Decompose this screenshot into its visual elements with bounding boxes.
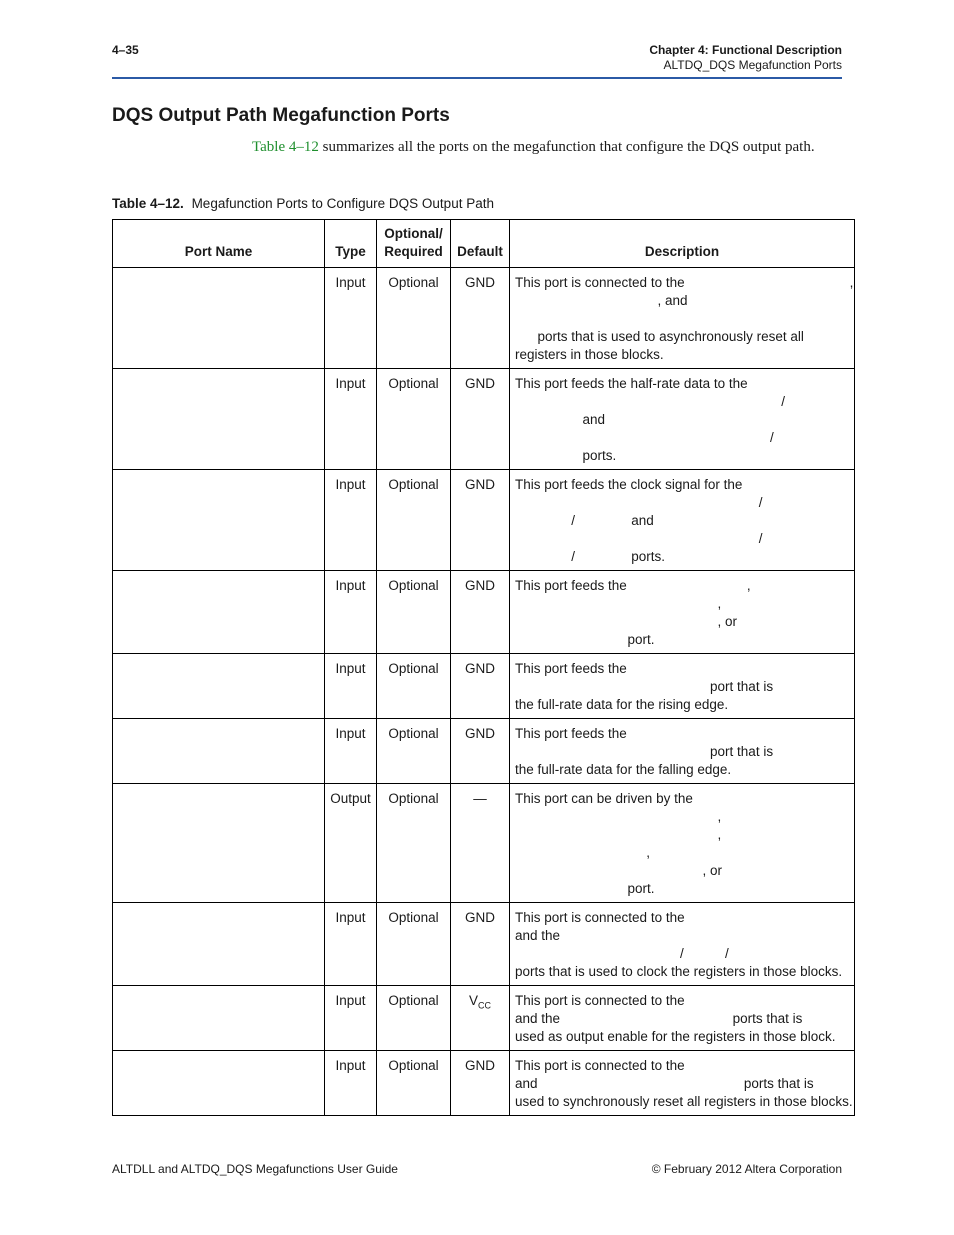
description-line: This port is connected to the: [515, 993, 685, 1008]
col-default-header: Default: [451, 220, 510, 268]
port-name-cell: [113, 369, 325, 470]
required-cell: Optional: [377, 268, 451, 369]
description-line: and ports that is: [515, 1076, 814, 1091]
section-heading: DQS Output Path Megafunction Ports: [112, 105, 450, 126]
description-line: the full-rate data for the rising edge.: [515, 697, 729, 712]
description-line: ,: [515, 827, 722, 842]
description-line: used to synchronously reset all registers in those blocks.: [515, 1094, 853, 1109]
footer-copyright: © February 2012 Altera Corporation: [651, 1162, 842, 1176]
description-line: , and: [515, 293, 688, 308]
description-line: /: [515, 531, 763, 546]
description-cell: [510, 369, 855, 470]
description-cell: [510, 784, 855, 903]
description-line: This port feeds the: [515, 726, 627, 741]
table-caption-text: Megafunction Ports to Configure DQS Output Path: [191, 196, 494, 211]
description-line: /: [515, 495, 763, 510]
table-header-row: [113, 220, 855, 268]
description-cell: [510, 719, 855, 784]
required-cell: Optional: [377, 784, 451, 903]
description-line: , or: [515, 863, 723, 878]
table-row: [113, 369, 855, 470]
type-cell: Input: [325, 1051, 377, 1116]
col-optional-required-header: Optional/ Required: [377, 220, 451, 268]
port-name-cell: [113, 470, 325, 571]
col-description-header: Description: [510, 220, 855, 268]
default-cell: GND: [451, 654, 510, 719]
port-name-cell: [113, 784, 325, 903]
type-cell: Input: [325, 903, 377, 986]
description-cell: [510, 470, 855, 571]
table-row: [113, 571, 855, 654]
required-cell: Optional: [377, 369, 451, 470]
table-body: [113, 268, 855, 1116]
col-port-name-header: Port Name: [113, 220, 325, 268]
default-cell: GND: [451, 369, 510, 470]
description-line: / ports.: [515, 549, 666, 564]
table-row: [113, 986, 855, 1051]
description-line: / and: [515, 513, 654, 528]
description-cell: [510, 268, 855, 369]
table-row: [113, 654, 855, 719]
description-line: / /: [515, 946, 729, 961]
required-cell: Optional: [377, 470, 451, 571]
table-row: [113, 268, 855, 369]
table-row: [113, 470, 855, 571]
description-line: port.: [515, 632, 655, 647]
description-line: This port feeds the half-rate data to the: [515, 376, 748, 391]
description-line: and the: [515, 928, 561, 943]
port-name-cell: [113, 268, 325, 369]
description-line: This port is connected to the: [515, 910, 685, 925]
ports-table: [112, 219, 855, 1116]
type-cell: Input: [325, 719, 377, 784]
port-name-cell: [113, 986, 325, 1051]
default-cell: GND: [451, 903, 510, 986]
footer-doc-title: ALTDLL and ALTDQ_DQS Megafunctions User Guide: [112, 1162, 398, 1176]
description-line: ports.: [515, 448, 617, 463]
port-name-cell: [113, 719, 325, 784]
description-line: port that is: [515, 679, 774, 694]
description-line: This port feeds the: [515, 661, 627, 676]
port-name-cell: [113, 654, 325, 719]
required-cell: Optional: [377, 571, 451, 654]
description-line: /: [515, 394, 786, 409]
default-cell: GND: [451, 719, 510, 784]
description-line: and: [515, 412, 606, 427]
default-cell: GND: [451, 571, 510, 654]
type-cell: Input: [325, 986, 377, 1051]
table-xref-link[interactable]: Table 4–12: [252, 139, 319, 155]
table-row: [113, 1051, 855, 1116]
page-number: 4–35: [112, 43, 139, 57]
header-rule: [112, 77, 842, 79]
description-line: This port feeds the ,: [515, 578, 751, 593]
type-cell: Input: [325, 470, 377, 571]
description-line: This port is connected to the: [515, 1058, 685, 1073]
description-line: This port can be driven by the: [515, 791, 693, 806]
description-line: ports that is used to clock the registers in those blocks.: [515, 964, 843, 979]
description-line: port that is: [515, 744, 774, 759]
section-title: ALTDQ_DQS Megafunction Ports: [663, 58, 842, 72]
description-line: registers in those blocks.: [515, 347, 664, 362]
description-cell: [510, 1051, 855, 1116]
required-cell: Optional: [377, 986, 451, 1051]
default-cell: —: [451, 784, 510, 903]
description-cell: [510, 654, 855, 719]
type-cell: Output: [325, 784, 377, 903]
type-cell: Input: [325, 369, 377, 470]
required-cell: Optional: [377, 1051, 451, 1116]
port-name-cell: [113, 571, 325, 654]
chapter-title: Chapter 4: Functional Description: [649, 43, 842, 57]
description-line: /: [515, 430, 774, 445]
col-type-header: Type: [325, 220, 377, 268]
port-name-cell: [113, 1051, 325, 1116]
description-line: the full-rate data for the falling edge.: [515, 762, 732, 777]
description-cell: [510, 571, 855, 654]
default-cell: $V_{CC}$: [451, 986, 510, 1051]
type-cell: Input: [325, 654, 377, 719]
description-line: port.: [515, 881, 655, 896]
table-row: [113, 903, 855, 986]
port-name-cell: [113, 903, 325, 986]
description-line: ,: [515, 809, 722, 824]
description-cell: [510, 903, 855, 986]
description-line: ports that is used to asynchronously reset all: [515, 329, 804, 344]
intro-paragraph: [252, 137, 832, 158]
table-caption-label: Table 4–12.: [112, 196, 184, 211]
type-cell: Input: [325, 571, 377, 654]
required-cell: Optional: [377, 903, 451, 986]
table-row: [113, 784, 855, 903]
required-cell: Optional: [377, 719, 451, 784]
default-cell: GND: [451, 1051, 510, 1116]
description-line: and the ports that is: [515, 1011, 803, 1026]
description-line: This port feeds the clock signal for the: [515, 477, 743, 492]
description-line: ,: [515, 596, 722, 611]
description-line: ,: [515, 845, 651, 860]
table-row: [113, 719, 855, 784]
required-cell: Optional: [377, 654, 451, 719]
default-cell: GND: [451, 268, 510, 369]
intro-text: summarizes all the ports on the megafunction that configure the DQS output path.: [318, 139, 815, 155]
description-cell: [510, 986, 855, 1051]
type-cell: Input: [325, 268, 377, 369]
description-line: used as output enable for the registers in those block.: [515, 1029, 836, 1044]
default-cell: GND: [451, 470, 510, 571]
description-line: , or: [515, 614, 738, 629]
description-line: This port is connected to the ,: [515, 275, 854, 290]
table-caption: [112, 196, 494, 211]
description-line: [515, 310, 849, 328]
